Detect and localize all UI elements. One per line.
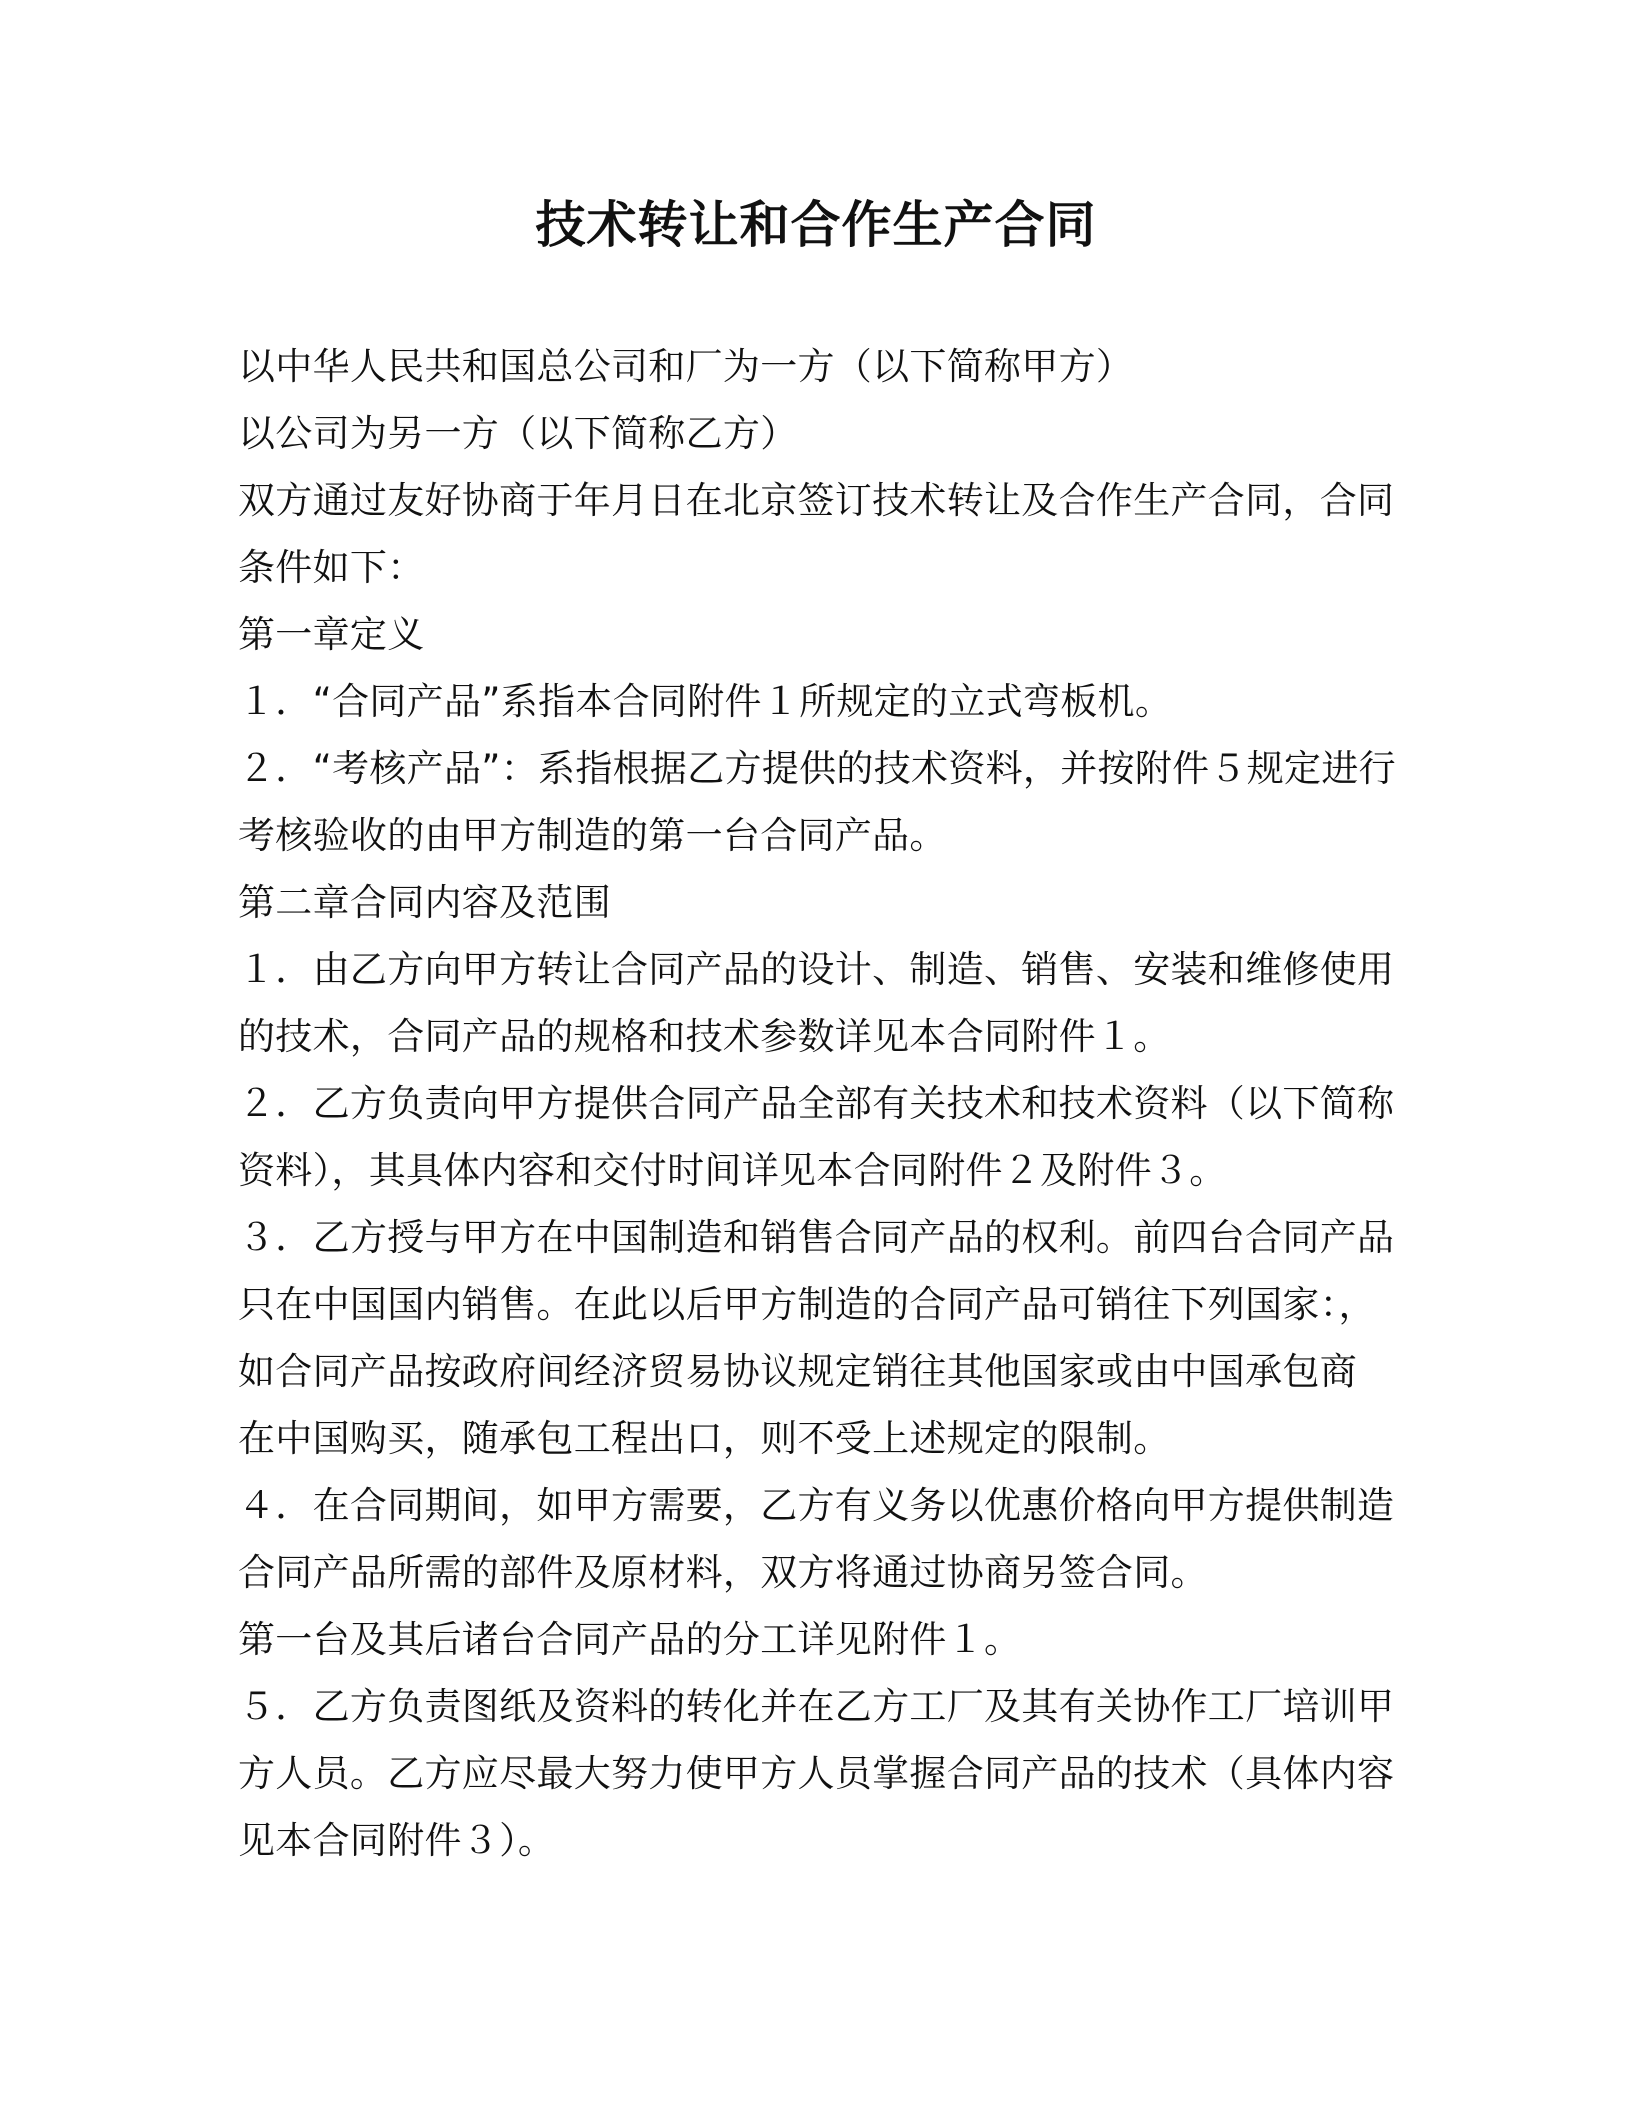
chapter-heading: 第二章合同内容及范围	[238, 881, 611, 924]
text-line: 的技术，合同产品的规格和技术参数详见本合同附件１。	[238, 1015, 1171, 1058]
chapter-heading: 第一章定义	[238, 613, 425, 656]
text-line: ４．在合同期间，如甲方需要，乙方有义务以优惠价格向甲方提供制造	[238, 1484, 1395, 1527]
text-line: ５．乙方负责图纸及资料的转化并在乙方工厂及其有关协作工厂培训甲	[238, 1685, 1395, 1728]
text-line: 在中国购买，随承包工程出口，则不受上述规定的限制。	[238, 1417, 1171, 1460]
text-line: 第一台及其后诸台合同产品的分工详见附件１。	[238, 1618, 1022, 1661]
text-line: １．由乙方向甲方转让合同产品的设计、制造、销售、安装和维修使用	[238, 948, 1395, 991]
document-title: 技术转让和合作生产合同	[535, 196, 1097, 254]
text-line: ２．“考核产品”：系指根据乙方提供的技术资料，并按附件５规定进行	[238, 747, 1396, 790]
text-line: 合同产品所需的部件及原材料，双方将通过协商另签合同。	[238, 1551, 1208, 1594]
text-line: 以公司为另一方（以下简称乙方）	[238, 412, 798, 455]
text-line: 如合同产品按政府间经济贸易协议规定销往其他国家或由中国承包商	[238, 1350, 1357, 1393]
text-line: 见本合同附件３）。	[238, 1819, 556, 1862]
text-line: 条件如下：	[238, 546, 425, 589]
text-line: 资料），其具体内容和交付时间详见本合同附件２及附件３。	[238, 1149, 1227, 1192]
text-line: 双方通过友好协商于年月日在北京签订技术转让及合作生产合同，合同	[238, 479, 1395, 522]
text-line: １．“合同产品”系指本合同附件１所规定的立式弯板机。	[238, 680, 1173, 723]
text-line: ３．乙方授与甲方在中国制造和销售合同产品的权利。前四台合同产品	[238, 1216, 1395, 1259]
document-body	[238, 333, 1398, 1874]
text-line: 只在中国国内销售。在此以后甲方制造的合同产品可销往下列国家：，	[238, 1283, 1376, 1326]
text-line: 以中华人民共和国总公司和厂为一方（以下简称甲方）	[238, 345, 1134, 388]
text-line: ２．乙方负责向甲方提供合同产品全部有关技术和技术资料（以下简称	[238, 1082, 1395, 1125]
text-line: 方人员。乙方应尽最大努力使甲方人员掌握合同产品的技术（具体内容	[238, 1752, 1395, 1795]
text-line: 考核验收的由甲方制造的第一台合同产品。	[238, 814, 947, 857]
